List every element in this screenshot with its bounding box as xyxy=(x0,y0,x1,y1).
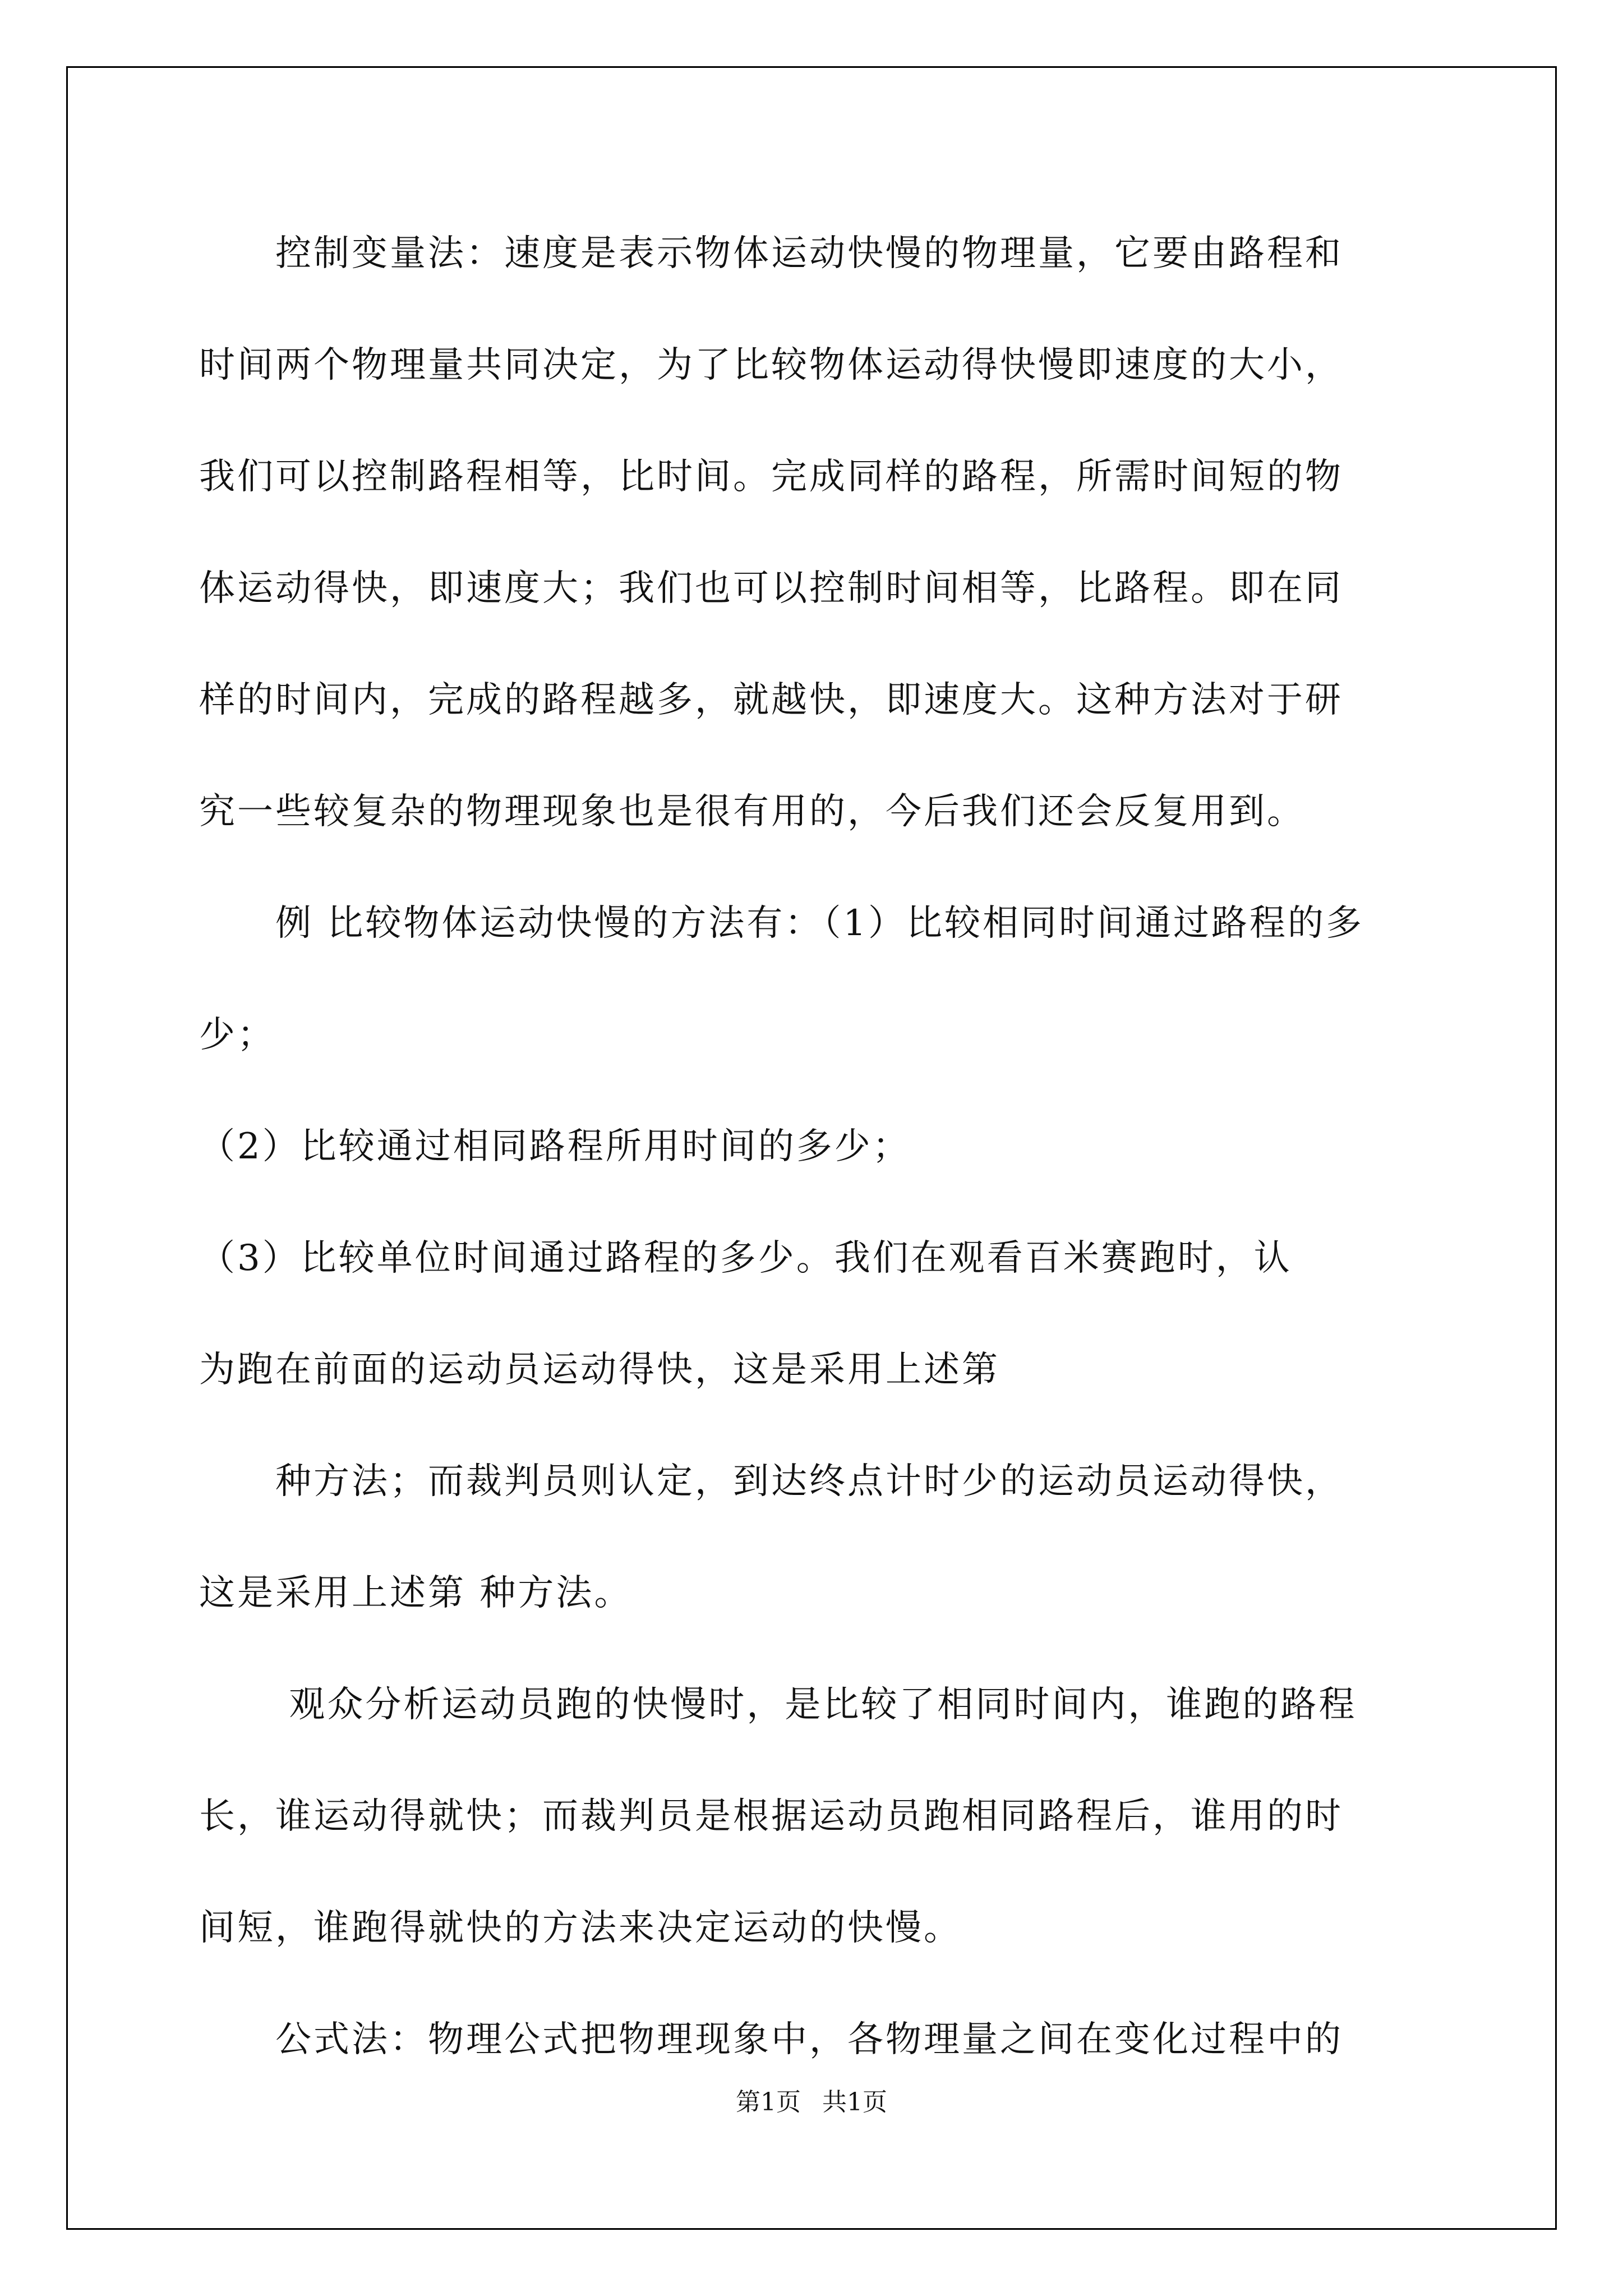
text-line-6: 究一些较复杂的物理现象也是很有用的，今后我们还会反复用到。 xyxy=(199,791,1305,832)
text-line-11: 为跑在前面的运动员运动得快，这是采用上述第 xyxy=(199,1349,1000,1391)
text-line-1: 控制变量法：速度是表示物体运动快慢的物理量，它要由路程和 xyxy=(199,233,1343,274)
text-line-15: 长，谁运动得就快；而裁判员是根据运动员跑相同路程后，谁用的时 xyxy=(199,1796,1343,1837)
text-line-4: 体运动得快，即速度大；我们也可以控制时间相等，比路程。即在同 xyxy=(199,568,1343,609)
page-footer xyxy=(0,2090,1623,2115)
text-line-12: 种方法；而裁判员则认定，到达终点计时少的运动员运动得快， xyxy=(199,1461,1343,1502)
text-line-5: 样的时间内，完成的路程越多，就越快，即速度大。这种方法对于研 xyxy=(199,679,1343,721)
text-line-13: 这是采用上述第 种方法。 xyxy=(199,1572,633,1614)
page-total: 共1页 xyxy=(822,2088,887,2116)
text-line-2: 时间两个物理量共同决定，为了比较物体运动得快慢即速度的大小， xyxy=(199,344,1343,386)
text-line-9: （2）比较通过相同路程所用时间的多少； xyxy=(199,1126,911,1167)
text-line-14: 观众分析运动员跑的快慢时，是比较了相同时间内，谁跑的路程 xyxy=(199,1684,1357,1726)
text-line-16: 间短，谁跑得就快的方法来决定运动的快慢。 xyxy=(199,1907,962,1949)
text-line-8: 少； xyxy=(199,1014,275,1056)
page-number: 第1页 xyxy=(736,2088,801,2116)
text-line-10: （3）比较单位时间通过路程的多少。我们在观看百米赛跑时，认 xyxy=(199,1237,1292,1279)
text-line-3: 我们可以控制路程相等，比时间。完成同样的路程，所需时间短的物 xyxy=(199,456,1343,498)
text-line-17: 公式法：物理公式把物理现象中，各物理量之间在变化过程中的 xyxy=(199,2019,1343,2060)
text-line-7: 例 比较物体运动快慢的方法有：（1）比较相同时间通过路程的多 xyxy=(199,903,1364,944)
